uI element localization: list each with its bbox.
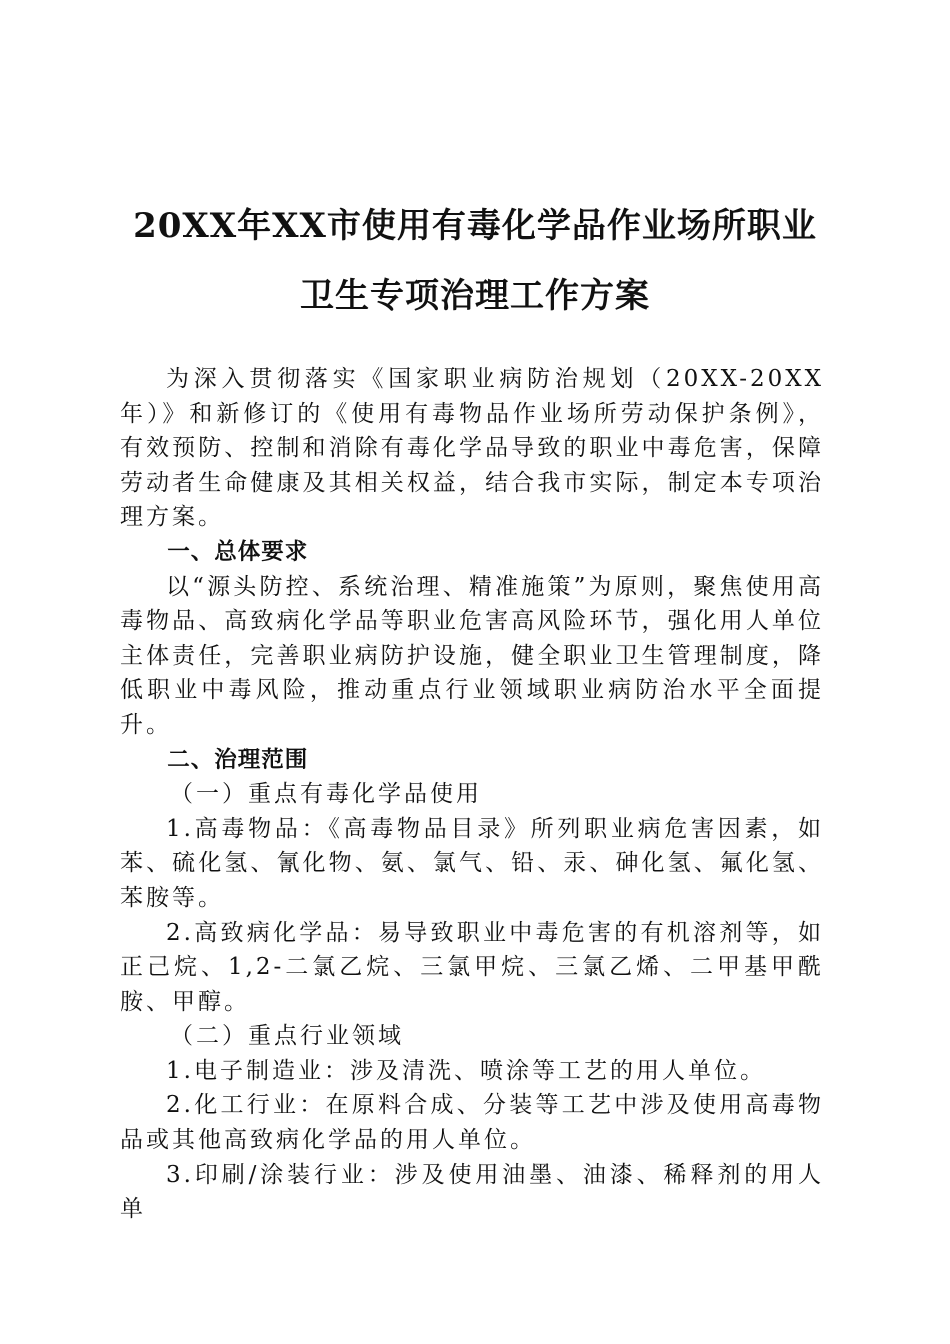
list-item-high-pathogenic: 2.高致病化学品：易导致职业中毒危害的有机溶剂等，如正己烷、1,2-二氯乙烷、三氯甲烷、三氯乙烯、二甲基甲酰胺、甲醇。 xyxy=(120,919,824,1015)
subsection-heading-key-industries: （二）重点行业领域 xyxy=(170,1023,404,1050)
intro-paragraph: 为深入贯彻落实《国家职业病防治规划（20XX-20XX年）》和新修订的《使用有毒物品作业场所劳动保护条例》，有效预防、控制和消除有毒化学品导致的职业中毒危害，保障劳动者生命健康及其相关权益，结合我市实际，制定本专项治理方案。 xyxy=(120,366,824,531)
list-item-high-toxicity: 1.高毒物品：《高毒物品目录》所列职业病危害因素，如苯、硫化氢、氰化物、氨、氯气、铅、汞、砷化氢、氟化氢、苯胺等。 xyxy=(120,815,824,911)
list-item-chemical-industry: 2.化工行业：在原料合成、分装等工艺中涉及使用高毒物品或其他高致病化学品的用人单位。 xyxy=(120,1092,824,1154)
section-heading-scope: 二、治理范围 xyxy=(167,746,309,773)
subsection-heading-toxic-chemicals: （一）重点有毒化学品使用 xyxy=(170,781,482,808)
general-requirements-paragraph: 以“源头防控、系统治理、精准施策”为原则，聚焦使用高毒物品、高致病化学品等职业危害高风险环节，强化用人单位主体责任，完善职业病防护设施，健全职业卫生管理制度，降低职业中毒风险，推动重点行业领域职业病防治水平全面提升。 xyxy=(120,573,824,738)
list-item-printing-coating: 3.印刷/涂装行业：涉及使用油墨、油漆、稀释剂的用人单 xyxy=(120,1161,824,1223)
document-title-line2: 卫生专项治理工作方案 xyxy=(300,276,650,316)
document-title-line1: 20XX年XX市使用有毒化学品作业场所职业 xyxy=(133,206,817,246)
list-item-electronics: 1.电子制造业：涉及清洗、喷涂等工艺的用人单位。 xyxy=(166,1057,766,1084)
document-body xyxy=(120,362,824,1227)
section-heading-general-requirements: 一、总体要求 xyxy=(167,538,309,565)
